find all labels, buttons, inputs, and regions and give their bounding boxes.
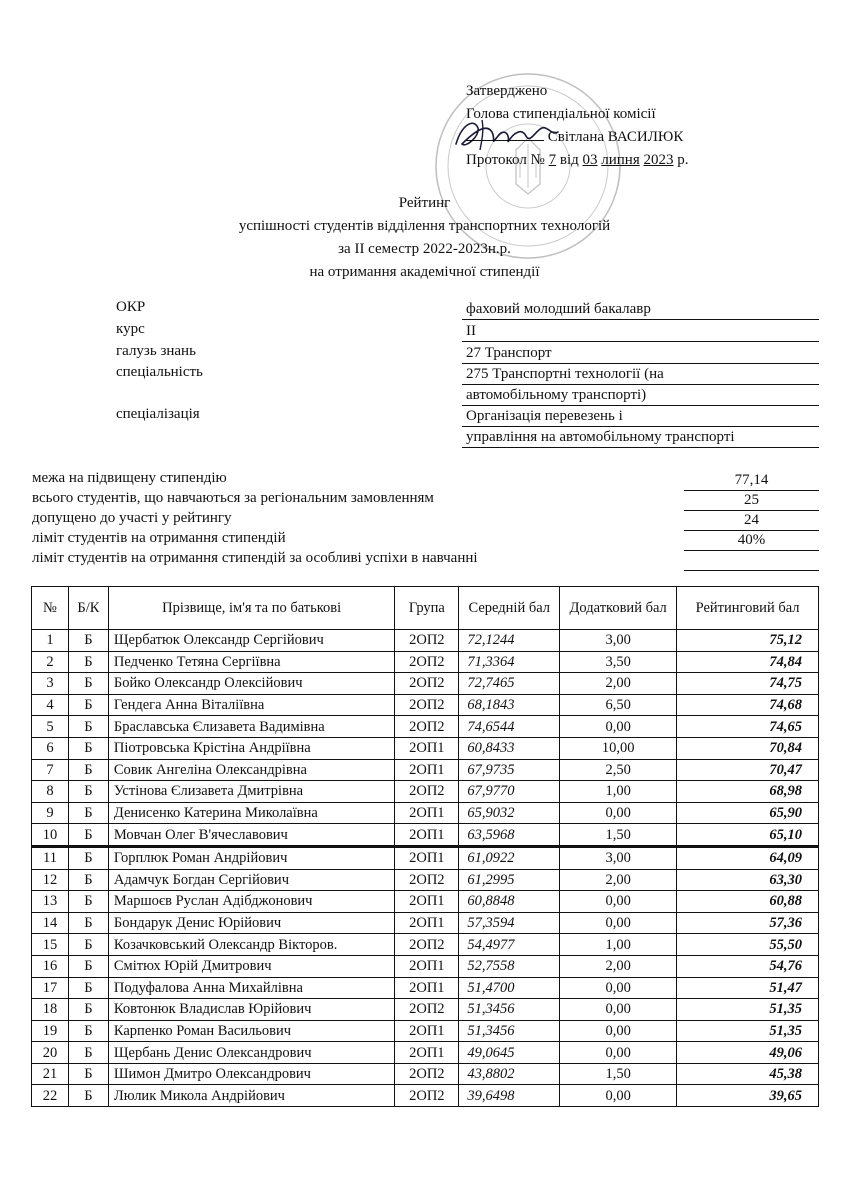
- table-row: [32, 694, 819, 716]
- row-bk: Б: [68, 934, 108, 956]
- row-name: Устінова Єлизавета Дмитрівна: [108, 781, 394, 803]
- table-body: [32, 630, 819, 1107]
- row-group: 2ОП1: [395, 846, 459, 869]
- row-average: 51,4700: [459, 977, 560, 999]
- row-name: Совик Ангеліна Олександрівна: [108, 759, 394, 781]
- row-extra: 0,00: [560, 802, 677, 824]
- header-avg: Середній бал: [459, 587, 560, 630]
- row-group: 2ОП1: [395, 759, 459, 781]
- table-row: [32, 999, 819, 1021]
- row-number: 3: [32, 673, 69, 695]
- row-number: 6: [32, 737, 69, 759]
- row-average: 54,4977: [459, 934, 560, 956]
- row-name: Шимон Дмитро Олександрович: [108, 1063, 394, 1085]
- row-number: 19: [32, 1020, 69, 1042]
- title-line-1: Рейтинг: [398, 195, 451, 211]
- row-name: Козачковський Олександр Вікторов.: [108, 934, 394, 956]
- course-value-box: [462, 321, 819, 342]
- field-label: галузь знань: [116, 343, 196, 359]
- row-group: 2ОП2: [395, 630, 459, 652]
- row-score: 68,98: [677, 781, 819, 803]
- row-score: 74,75: [677, 673, 819, 695]
- okr-value-box: [462, 299, 819, 320]
- protocol-number: 7: [548, 152, 557, 168]
- title-line-4: на отримання академічної стипендії: [309, 264, 540, 280]
- protocol-month: липня: [601, 152, 640, 168]
- row-bk: Б: [68, 824, 108, 847]
- row-number: 13: [32, 891, 69, 913]
- specialty-label: спеціальність: [116, 364, 203, 380]
- row-number: 2: [32, 651, 69, 673]
- header-extra: Додатковий бал: [560, 587, 677, 630]
- row-number: 11: [32, 846, 69, 869]
- row-average: 71,3364: [459, 651, 560, 673]
- row-bk: Б: [68, 759, 108, 781]
- row-extra: 0,00: [560, 1085, 677, 1107]
- protocol-suffix: р.: [677, 152, 689, 168]
- row-group: 2ОП2: [395, 673, 459, 695]
- table-row: [32, 716, 819, 738]
- row-bk: Б: [68, 891, 108, 913]
- okr-value: фаховий молодший бакалавр: [462, 299, 819, 320]
- row-score: 60,88: [677, 891, 819, 913]
- row-extra: 3,00: [560, 630, 677, 652]
- row-group: 2ОП2: [395, 1085, 459, 1107]
- row-name: Ковтонюк Владислав Юрійович: [108, 999, 394, 1021]
- row-name: Педченко Тетяна Сергіївна: [108, 651, 394, 673]
- row-group: 2ОП1: [395, 912, 459, 934]
- table-row: [32, 737, 819, 759]
- row-number: 20: [32, 1042, 69, 1064]
- header-group: Група: [395, 587, 459, 630]
- table-row: [32, 759, 819, 781]
- row-score: 54,76: [677, 955, 819, 977]
- row-average: 63,5968: [459, 824, 560, 847]
- row-name: Смітюх Юрій Дмитрович: [108, 955, 394, 977]
- rating-table: [31, 586, 819, 1107]
- row-bk: Б: [68, 955, 108, 977]
- row-bk: Б: [68, 977, 108, 999]
- row-name: Бойко Олександр Олексійович: [108, 673, 394, 695]
- special-limit-value: [684, 550, 819, 571]
- row-number: 9: [32, 802, 69, 824]
- row-score: 49,06: [677, 1042, 819, 1064]
- field-value: 27 Транспорт: [462, 343, 819, 364]
- row-score: 70,47: [677, 759, 819, 781]
- row-name: Подуфалова Анна Михайлівна: [108, 977, 394, 999]
- row-average: 72,1244: [459, 630, 560, 652]
- row-bk: Б: [68, 716, 108, 738]
- protocol-day: 03: [582, 152, 598, 168]
- specialization-label: спеціалізація: [116, 406, 200, 422]
- row-bk: Б: [68, 781, 108, 803]
- row-score: 65,10: [677, 824, 819, 847]
- row-average: 60,8848: [459, 891, 560, 913]
- row-name: Щербань Денис Олександрович: [108, 1042, 394, 1064]
- header-no: №: [32, 587, 69, 630]
- row-name: Щербатюк Олександр Сергійович: [108, 630, 394, 652]
- row-bk: Б: [68, 1085, 108, 1107]
- row-bk: Б: [68, 999, 108, 1021]
- row-average: 52,7558: [459, 955, 560, 977]
- approval-signer-line: [466, 126, 688, 149]
- row-number: 1: [32, 630, 69, 652]
- row-score: 39,65: [677, 1085, 819, 1107]
- row-group: 2ОП2: [395, 694, 459, 716]
- table-row: [32, 869, 819, 891]
- row-number: 16: [32, 955, 69, 977]
- protocol-prefix: Протокол №: [466, 152, 545, 168]
- approval-title: Затверджено: [466, 83, 548, 99]
- okr-label: ОКР: [116, 299, 146, 315]
- table-row: [32, 630, 819, 652]
- row-average: 39,6498: [459, 1085, 560, 1107]
- row-score: 45,38: [677, 1063, 819, 1085]
- row-extra: 6,50: [560, 694, 677, 716]
- approval-signer: Світлана ВАСИЛЮК: [547, 129, 684, 145]
- row-extra: 1,00: [560, 934, 677, 956]
- row-extra: 0,00: [560, 977, 677, 999]
- approval-position: Голова стипендіальної комісії: [466, 106, 656, 122]
- row-score: 63,30: [677, 869, 819, 891]
- table-header-row: [32, 587, 819, 630]
- table-row: [32, 651, 819, 673]
- table-row: [32, 673, 819, 695]
- row-score: 51,35: [677, 1020, 819, 1042]
- limit-label: ліміт студентів на отримання стипендій: [32, 530, 286, 546]
- signature-blank: [466, 126, 544, 141]
- row-score: 64,09: [677, 846, 819, 869]
- row-group: 2ОП1: [395, 1042, 459, 1064]
- row-average: 51,3456: [459, 1020, 560, 1042]
- row-extra: 2,50: [560, 759, 677, 781]
- row-average: 67,9735: [459, 759, 560, 781]
- row-extra: 1,00: [560, 781, 677, 803]
- row-bk: Б: [68, 651, 108, 673]
- course-label: курс: [116, 321, 145, 337]
- row-group: 2ОП2: [395, 1063, 459, 1085]
- row-bk: Б: [68, 1020, 108, 1042]
- row-average: 61,0922: [459, 846, 560, 869]
- admitted-label: допущено до участі у рейтингу: [32, 510, 232, 526]
- specialty-value-line-1: 275 Транспортні технології (на: [462, 364, 819, 385]
- row-group: 2ОП2: [395, 999, 459, 1021]
- row-name: Горплюк Роман Андрійович: [108, 846, 394, 869]
- protocol-from: від: [559, 152, 579, 168]
- row-name: Маршоєв Руслан Адібджонович: [108, 891, 394, 913]
- table-row: [32, 934, 819, 956]
- header-score: Рейтинговий бал: [677, 587, 819, 630]
- row-number: 18: [32, 999, 69, 1021]
- row-name: Гендега Анна Віталіївна: [108, 694, 394, 716]
- field-value-box: [462, 343, 819, 364]
- title-line-3: за II семестр 2022-2023н.р.: [338, 241, 511, 257]
- table-row: [32, 781, 819, 803]
- row-average: 60,8433: [459, 737, 560, 759]
- document-title: [0, 192, 849, 284]
- title-line-2: успішності студентів відділення транспортних технологій: [238, 218, 611, 234]
- row-name: Адамчук Богдан Сергійович: [108, 869, 394, 891]
- row-score: 74,68: [677, 694, 819, 716]
- table-row: [32, 1085, 819, 1107]
- row-bk: Б: [68, 694, 108, 716]
- threshold-label: межа на підвищену стипендію: [32, 470, 227, 486]
- row-number: 21: [32, 1063, 69, 1085]
- row-group: 2ОП1: [395, 977, 459, 999]
- table-row: [32, 1042, 819, 1064]
- approval-block: [466, 80, 688, 172]
- row-score: 57,36: [677, 912, 819, 934]
- row-average: 61,2995: [459, 869, 560, 891]
- row-number: 4: [32, 694, 69, 716]
- specialty-value-line-2: автомобільному транспорті): [462, 385, 819, 406]
- row-group: 2ОП1: [395, 802, 459, 824]
- row-number: 7: [32, 759, 69, 781]
- table-row: [32, 891, 819, 913]
- row-bk: Б: [68, 869, 108, 891]
- threshold-value: 77,14: [684, 470, 819, 491]
- row-name: Карпенко Роман Васильович: [108, 1020, 394, 1042]
- table-row: [32, 846, 819, 869]
- row-bk: Б: [68, 630, 108, 652]
- row-score: 51,35: [677, 999, 819, 1021]
- row-group: 2ОП2: [395, 781, 459, 803]
- specialty-value-box: [462, 364, 819, 406]
- row-bk: Б: [68, 1042, 108, 1064]
- row-extra: 0,00: [560, 999, 677, 1021]
- row-average: 74,6544: [459, 716, 560, 738]
- row-score: 65,90: [677, 802, 819, 824]
- row-name: Денисенко Катерина Миколаївна: [108, 802, 394, 824]
- header-name: Прізвище, ім'я та по батькові: [108, 587, 394, 630]
- row-group: 2ОП1: [395, 891, 459, 913]
- course-value: II: [462, 321, 819, 342]
- row-group: 2ОП1: [395, 824, 459, 847]
- row-score: 70,84: [677, 737, 819, 759]
- row-average: 68,1843: [459, 694, 560, 716]
- row-number: 10: [32, 824, 69, 847]
- row-bk: Б: [68, 802, 108, 824]
- limit-value: 40%: [684, 530, 819, 551]
- protocol-year: 2023: [643, 152, 674, 168]
- row-extra: 10,00: [560, 737, 677, 759]
- total-students-value: 25: [684, 490, 819, 511]
- total-students-label: всього студентів, що навчаються за регіональним замовленням: [32, 490, 434, 506]
- special-limit-label: ліміт студентів на отримання стипендій за особливі успіхи в навчанні: [32, 550, 478, 566]
- row-group: 2ОП2: [395, 651, 459, 673]
- table-row: [32, 824, 819, 847]
- header-bk: Б/К: [68, 587, 108, 630]
- row-extra: 0,00: [560, 716, 677, 738]
- row-extra: 2,00: [560, 673, 677, 695]
- specialization-value-box: [462, 406, 819, 448]
- row-bk: Б: [68, 1063, 108, 1085]
- row-extra: 0,00: [560, 1020, 677, 1042]
- specialization-value-line-2: управління на автомобільному транспорті: [462, 427, 819, 448]
- row-average: 65,9032: [459, 802, 560, 824]
- row-number: 5: [32, 716, 69, 738]
- row-bk: Б: [68, 673, 108, 695]
- row-average: 57,3594: [459, 912, 560, 934]
- row-score: 74,65: [677, 716, 819, 738]
- row-score: 74,84: [677, 651, 819, 673]
- table-row: [32, 955, 819, 977]
- table-row: [32, 977, 819, 999]
- row-average: 72,7465: [459, 673, 560, 695]
- row-average: 49,0645: [459, 1042, 560, 1064]
- row-average: 43,8802: [459, 1063, 560, 1085]
- row-bk: Б: [68, 912, 108, 934]
- row-average: 51,3456: [459, 999, 560, 1021]
- row-group: 2ОП1: [395, 1020, 459, 1042]
- row-group: 2ОП2: [395, 934, 459, 956]
- row-name: Піотровська Крістіна Андріївна: [108, 737, 394, 759]
- row-average: 67,9770: [459, 781, 560, 803]
- admitted-value: 24: [684, 510, 819, 531]
- row-number: 12: [32, 869, 69, 891]
- row-score: 55,50: [677, 934, 819, 956]
- row-group: 2ОП1: [395, 955, 459, 977]
- row-extra: 1,50: [560, 824, 677, 847]
- row-extra: 3,00: [560, 846, 677, 869]
- row-extra: 0,00: [560, 891, 677, 913]
- row-name: Бондарук Денис Юрійович: [108, 912, 394, 934]
- row-number: 15: [32, 934, 69, 956]
- row-number: 22: [32, 1085, 69, 1107]
- row-group: 2ОП2: [395, 869, 459, 891]
- table-row: [32, 912, 819, 934]
- row-extra: 0,00: [560, 912, 677, 934]
- row-extra: 2,00: [560, 955, 677, 977]
- table-row: [32, 1020, 819, 1042]
- row-group: 2ОП2: [395, 716, 459, 738]
- row-number: 8: [32, 781, 69, 803]
- row-extra: 2,00: [560, 869, 677, 891]
- row-name: Браславська Єлизавета Вадимівна: [108, 716, 394, 738]
- row-number: 17: [32, 977, 69, 999]
- table-row: [32, 1063, 819, 1085]
- row-bk: Б: [68, 846, 108, 869]
- row-score: 75,12: [677, 630, 819, 652]
- row-extra: 3,50: [560, 651, 677, 673]
- row-number: 14: [32, 912, 69, 934]
- row-bk: Б: [68, 737, 108, 759]
- row-name: Люлик Микола Андрійович: [108, 1085, 394, 1107]
- specialization-value-line-1: Організація перевезень і: [462, 406, 819, 427]
- row-name: Мовчан Олег В'ячеславович: [108, 824, 394, 847]
- row-group: 2ОП1: [395, 737, 459, 759]
- row-extra: 0,00: [560, 1042, 677, 1064]
- approval-protocol: [466, 149, 688, 172]
- row-score: 51,47: [677, 977, 819, 999]
- table-row: [32, 802, 819, 824]
- row-extra: 1,50: [560, 1063, 677, 1085]
